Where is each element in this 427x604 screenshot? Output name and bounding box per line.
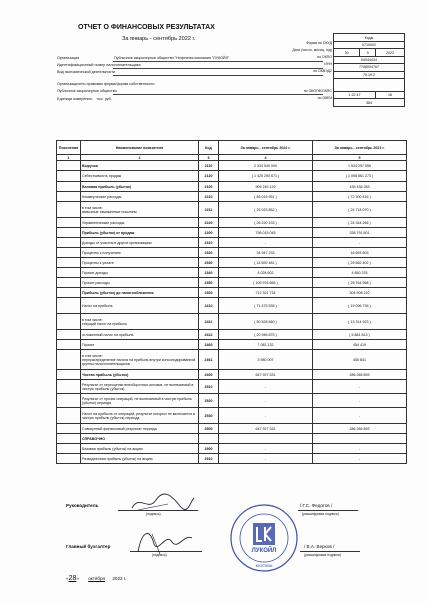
- accountant-name: / В.А. Верхов /: [304, 544, 335, 549]
- row-current-value: 2 334 540 000: [219, 161, 313, 171]
- row-prev-value: 454 419: [313, 340, 407, 350]
- row-current-value: ( 1 425 290 671 ): [219, 171, 313, 182]
- row-code: 2220: [199, 218, 219, 228]
- row-code: 2310: [199, 238, 219, 248]
- row-name: Выручка: [81, 161, 199, 171]
- row-prev-value: 286 265 893: [313, 370, 407, 380]
- units-value: тыс. руб.: [96, 97, 112, 101]
- row-current-value: 3 980 007: [219, 350, 313, 370]
- row-note: [57, 171, 81, 182]
- row-prev-value: ( 1 098 861 273 ): [313, 171, 407, 182]
- head-decode-caption: (расшифровка подписи): [302, 512, 339, 516]
- row-note: [57, 298, 81, 314]
- col-index: 3: [199, 155, 219, 161]
- row-note: [57, 424, 81, 434]
- row-note: [57, 408, 81, 424]
- row-note: [57, 370, 81, 380]
- okud-label: Форма по ОКУД: [306, 41, 332, 45]
- row-code: [199, 434, 219, 444]
- row-prev-value: 338 791 601: [313, 228, 407, 238]
- accountant-sign-caption: (подпись): [152, 553, 167, 557]
- row-code: 2100: [199, 182, 219, 192]
- row-note: [57, 228, 81, 238]
- row-current-value: 647 927 331: [219, 424, 313, 434]
- row-current-value: -: [219, 380, 313, 394]
- okved-value: 70.10.2: [334, 71, 405, 78]
- inn-underline: [113, 68, 323, 69]
- table-row: [57, 228, 407, 238]
- row-note: [57, 161, 81, 171]
- row-name: отложенный налог на прибыль: [81, 330, 199, 340]
- table-row: [57, 192, 407, 202]
- row-note: [57, 192, 81, 202]
- activity-label: Вид экономической деятельности: [57, 70, 116, 74]
- row-note: [57, 454, 81, 464]
- row-code: 2412: [199, 330, 219, 340]
- row-current-value: ( 50 528 660 ): [219, 314, 313, 330]
- company-seal-icon: [229, 503, 299, 573]
- row-current-value: -: [219, 454, 313, 464]
- table-row: [57, 278, 407, 288]
- row-current-value: -: [219, 408, 313, 424]
- codes-table: [333, 33, 405, 107]
- row-note: [57, 268, 81, 278]
- row-name: в том числе: текущий налог на прибыль: [81, 314, 199, 330]
- okved-label: по ОКВЭД2: [313, 69, 332, 73]
- row-note: [57, 278, 81, 288]
- sign-date: «28» октября 2022 г.: [66, 575, 127, 582]
- table-row: [57, 171, 407, 182]
- row-note: [57, 444, 81, 454]
- table-row: [57, 330, 407, 340]
- table-row: [57, 161, 407, 171]
- row-current-value: 909 249 129: [219, 182, 313, 192]
- col-notes-header: Пояснения: [57, 141, 81, 155]
- accountant-label: Главный бухгалтер: [66, 544, 111, 549]
- row-name: Себестоимость продаж: [81, 171, 199, 182]
- accountant-decode-caption: (расшифровка подписи): [304, 553, 341, 557]
- row-name: в том числе: вывозные таможенные пошлины: [81, 202, 199, 218]
- col-current-header: За январь - сентябрь 2022 г.: [219, 141, 313, 155]
- svg-text:ЛУКОЙЛ: ЛУКОЙЛ: [251, 548, 277, 554]
- table-body: [57, 161, 407, 464]
- row-name: Налог на прибыль: [81, 298, 199, 314]
- table-row: [57, 202, 407, 218]
- row-current-value: [219, 434, 313, 444]
- head-sign-caption: (подпись): [146, 512, 161, 516]
- date-year: 2022: [375, 49, 404, 56]
- row-name: Валовая прибыль (убыток): [81, 182, 199, 192]
- col-index: 4: [219, 155, 313, 161]
- row-note: [57, 288, 81, 298]
- activity-underline: [113, 75, 323, 76]
- row-prev-value: 304 908 210: [313, 288, 407, 298]
- row-prev-value: ( 13 314 923 ): [313, 314, 407, 330]
- row-name: Налог на прибыль от операций, результат которых не включается в чистую прибыль (убыток) периода: [81, 408, 199, 424]
- table-row: [57, 340, 407, 350]
- row-prev-value: -: [313, 408, 407, 424]
- row-code: 2211: [199, 202, 219, 218]
- table-row: [57, 380, 407, 394]
- okei-value: 384: [334, 99, 405, 106]
- row-prev-value: -: [313, 238, 407, 248]
- row-prev-value: 286 265 893: [313, 424, 407, 434]
- table-row: [57, 182, 407, 192]
- row-code: 2400: [199, 370, 219, 380]
- row-prev-value: 435 436 283: [313, 182, 407, 192]
- row-current-value: ( 26 220 133 ): [219, 218, 313, 228]
- row-current-value: 7 081 132: [219, 340, 313, 350]
- row-current-value: -: [219, 394, 313, 408]
- row-name: Управленческие расходы: [81, 218, 199, 228]
- table-row: [57, 454, 407, 464]
- row-code: 2340: [199, 268, 219, 278]
- row-current-value: -: [219, 238, 313, 248]
- col-index: 5: [313, 155, 407, 161]
- row-note: [57, 202, 81, 218]
- row-prev-value: ( 24 718 070 ): [313, 202, 407, 218]
- row-name: Результат от переоценки внеоборотных активов, не включаемый в чистую прибыль (убыток): [81, 380, 199, 394]
- row-code: 2330: [199, 258, 219, 268]
- org-label: Организация: [57, 56, 80, 60]
- row-prev-value: ( 72 300 416 ): [313, 192, 407, 202]
- row-prev-value: -: [313, 394, 407, 408]
- row-prev-value: ( 29 662 402 ): [313, 258, 407, 268]
- row-name: СПРАВОЧНО: [81, 434, 199, 444]
- head-label: Руководитель: [66, 503, 99, 508]
- row-prev-value: [313, 434, 407, 444]
- row-prev-value: -: [313, 454, 407, 464]
- row-prev-value: ( 5 881 813 ): [313, 330, 407, 340]
- row-code: 2460: [199, 340, 219, 350]
- row-prev-value: 1 534 297 556: [313, 161, 407, 171]
- row-code: 2210: [199, 192, 219, 202]
- row-prev-value: 455 841: [313, 350, 407, 370]
- row-name: Проценты к получению: [81, 248, 199, 258]
- row-code: 2510: [199, 380, 219, 394]
- table-row: [57, 248, 407, 258]
- row-note: [57, 394, 81, 408]
- row-note: [57, 380, 81, 394]
- row-code: 2461: [199, 350, 219, 370]
- row-code: 2200: [199, 228, 219, 238]
- empty-code-cell: [334, 78, 405, 91]
- units-label: Единица измерения:: [57, 97, 93, 101]
- inn-label: Идентификационный номер налогоплательщика: [57, 63, 141, 67]
- row-code: 2900: [199, 444, 219, 454]
- col-code-header: Код: [199, 141, 219, 155]
- date-day: 30: [334, 49, 360, 56]
- accountant-name-line: [300, 551, 360, 552]
- row-current-value: -: [219, 444, 313, 454]
- table-row: [57, 424, 407, 434]
- row-prev-value: ( 25 764 968 ): [313, 278, 407, 288]
- report-title: ОТЧЕТ О ФИНАНСОВЫХ РЕЗУЛЬТАТАХ: [78, 24, 215, 31]
- table-row: [57, 298, 407, 314]
- date-label: Дата (число, месяц, год): [292, 48, 332, 52]
- row-current-value: 798 015 045: [219, 228, 313, 238]
- row-prev-value: 4 850 376: [313, 268, 407, 278]
- table-row: [57, 218, 407, 228]
- table-row: [57, 268, 407, 278]
- org-value: Публичное акционерное общество "Нефтяная компания "ЛУКОЙЛ": [114, 56, 230, 60]
- date-month: 9: [360, 49, 376, 56]
- row-current-value: ( 20 946 875 ): [219, 330, 313, 340]
- head-name-line: [298, 510, 358, 511]
- row-current-value: 647 927 331: [219, 370, 313, 380]
- col-name-header: Наименование показателя: [81, 141, 199, 155]
- row-prev-value: -: [313, 444, 407, 454]
- row-current-value: ( 71 475 535 ): [219, 298, 313, 314]
- row-current-value: 34 947 233: [219, 248, 313, 258]
- row-name: Коммерческие расходы: [81, 192, 199, 202]
- row-code: 2411: [199, 314, 219, 330]
- table-row: [57, 288, 407, 298]
- row-name: Прочее: [81, 340, 199, 350]
- row-note: [57, 182, 81, 192]
- inn-value: 7708004767: [334, 64, 405, 71]
- row-current-value: ( 109 976 665 ): [219, 278, 313, 288]
- row-name: Разводненная прибыль (убыток) на акцию: [81, 454, 199, 464]
- row-note: [57, 218, 81, 228]
- row-name: Чистая прибыль (убыток): [81, 370, 199, 380]
- row-note: [57, 340, 81, 350]
- table-row: [57, 238, 407, 248]
- table-row: [57, 434, 407, 444]
- inn-code-label: ИНН: [324, 62, 332, 66]
- row-note: [57, 350, 81, 370]
- col-prev-header: За январь - сентябрь 2021 г.: [313, 141, 407, 155]
- row-name: Результат от прочих операций, не включаемый в чистую прибыль (убыток) периода: [81, 394, 199, 408]
- units-row: [57, 97, 112, 101]
- row-note: [57, 330, 81, 340]
- table-row: [57, 408, 407, 424]
- row-name: Прибыль (убыток) от продаж: [81, 228, 199, 238]
- row-code: 2300: [199, 288, 219, 298]
- head-name: / Г.С. Федотов /: [300, 503, 333, 508]
- row-note: [57, 434, 81, 444]
- form-value: Публичное акционерное общество: [57, 89, 117, 93]
- row-code: 2350: [199, 278, 219, 288]
- okfs-value: 16: [375, 91, 404, 98]
- row-name: Прибыль (убыток) до налогообложения: [81, 288, 199, 298]
- row-code: 2120: [199, 171, 219, 182]
- row-code: 2410: [199, 298, 219, 314]
- financial-results-table: [56, 140, 407, 464]
- row-current-value: ( 85 015 951 ): [219, 192, 313, 202]
- okpo-value: 00044434: [334, 56, 405, 63]
- okpo-label: по ОКПО: [317, 55, 332, 59]
- row-note: [57, 248, 81, 258]
- table-row: [57, 370, 407, 380]
- row-code: 2500: [199, 424, 219, 434]
- row-prev-value: -: [313, 380, 407, 394]
- row-code: 2320: [199, 248, 219, 258]
- row-current-value: ( 25 023 862 ): [219, 202, 313, 218]
- row-prev-value: ( 24 344 266 ): [313, 218, 407, 228]
- row-name: Прочие доходы: [81, 268, 199, 278]
- row-code: 2910: [199, 454, 219, 464]
- svg-text:МОСКВА: МОСКВА: [255, 563, 273, 568]
- col-index: 1: [57, 155, 81, 161]
- row-current-value: 4 028 602: [219, 268, 313, 278]
- report-period: За январь - сентябрь 2022 г.: [122, 36, 196, 42]
- form-underline: [113, 94, 323, 95]
- okei-label: по ОКЕИ: [317, 96, 332, 100]
- row-current-value: 712 321 734: [219, 288, 313, 298]
- row-current-value: ( 14 692 481 ): [219, 258, 313, 268]
- row-prev-value: 16 693 603: [313, 248, 407, 258]
- table-row: [57, 258, 407, 268]
- row-name: Прочие расходы: [81, 278, 199, 288]
- table-row: [57, 314, 407, 330]
- row-name: Доходы от участия в других организациях: [81, 238, 199, 248]
- row-code: 2110: [199, 161, 219, 171]
- row-note: [57, 258, 81, 268]
- row-note: [57, 238, 81, 248]
- row-name: в том числе: перераспределение налога на прибыль внутри консолидированной группы налогоплательщиков: [81, 350, 199, 370]
- codes-header: Коды: [334, 34, 405, 42]
- row-name: Совокупный финансовый результат периода: [81, 424, 199, 434]
- row-prev-value: ( 19 096 736 ): [313, 298, 407, 314]
- org-underline: [113, 61, 323, 62]
- row-code: 2520: [199, 394, 219, 408]
- date-day: 28: [68, 575, 77, 582]
- table-row: [57, 444, 407, 454]
- row-code: 2530: [199, 408, 219, 424]
- col-index: 2: [81, 155, 199, 161]
- row-name: Базовая прибыль (убыток) на акцию: [81, 444, 199, 454]
- accountant-signature-icon: [132, 524, 202, 558]
- table-row: [57, 350, 407, 370]
- okud-value: 0710002: [334, 42, 405, 49]
- row-name: Проценты к уплате: [81, 258, 199, 268]
- form-label: Организационно-правовая форма/форма собственности: [57, 82, 155, 86]
- date-month: октября: [88, 576, 106, 581]
- org-row: [57, 56, 230, 60]
- date-year: 2022 г.: [112, 576, 127, 581]
- head-signature-icon: [128, 492, 198, 514]
- table-row: [57, 394, 407, 408]
- okopf-label: по ОКОПФ/ОКФС: [303, 89, 332, 93]
- row-note: [57, 314, 81, 330]
- okopf-value: 1 22 47: [334, 91, 376, 98]
